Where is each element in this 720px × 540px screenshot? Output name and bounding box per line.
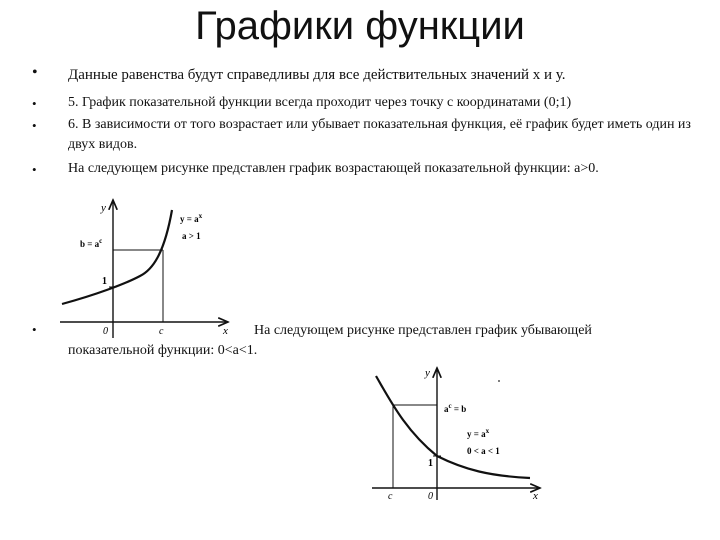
c-label: c xyxy=(159,326,164,337)
function-label: $y = a^x$ xyxy=(180,212,203,224)
condition-label: 0 < a < 1 xyxy=(467,446,500,456)
c-label: c xyxy=(388,491,393,502)
origin-label: 0 xyxy=(103,326,108,337)
b-label: $a^c = b$ xyxy=(444,402,467,414)
x-axis-label: x xyxy=(223,325,228,337)
x-axis-label: x xyxy=(533,490,538,502)
bullet: • xyxy=(32,162,37,177)
list-item: 5. График показательной функции всегда проходит через точку с координатами (0;1) xyxy=(68,95,572,110)
list-item: На следующем рисунке представлен график возрастающей показательной функции: а>0. xyxy=(68,161,599,176)
condition-label: a > 1 xyxy=(182,231,201,241)
origin-label: 0 xyxy=(428,491,433,502)
y-axis-label: y xyxy=(425,367,430,379)
one-label: 1 xyxy=(102,276,107,287)
list-item: 6. В зависимости от того возрастает или убывает показательная функция, её график будет иметь один из двух видов. xyxy=(68,117,691,152)
exponential-curve xyxy=(376,376,530,478)
bullet: • xyxy=(32,322,37,337)
one-label: 1 xyxy=(428,458,433,469)
bullet: • xyxy=(32,64,38,81)
bullet: • xyxy=(32,118,37,133)
list-item: На следующем рисунке представлен график убывающей показательной функции: 0<a<1. xyxy=(68,323,592,358)
function-label: $y = a^x$ xyxy=(467,427,490,439)
list-item: Данные равенства будут справедливы для все действительных значений х и у. xyxy=(68,67,566,83)
y-axis-label: y xyxy=(101,202,106,214)
dot-mark xyxy=(498,380,500,382)
slide-title: Графики функции xyxy=(195,4,525,48)
bullet: • xyxy=(32,96,37,111)
b-label: $b = a^c$ xyxy=(80,237,103,249)
